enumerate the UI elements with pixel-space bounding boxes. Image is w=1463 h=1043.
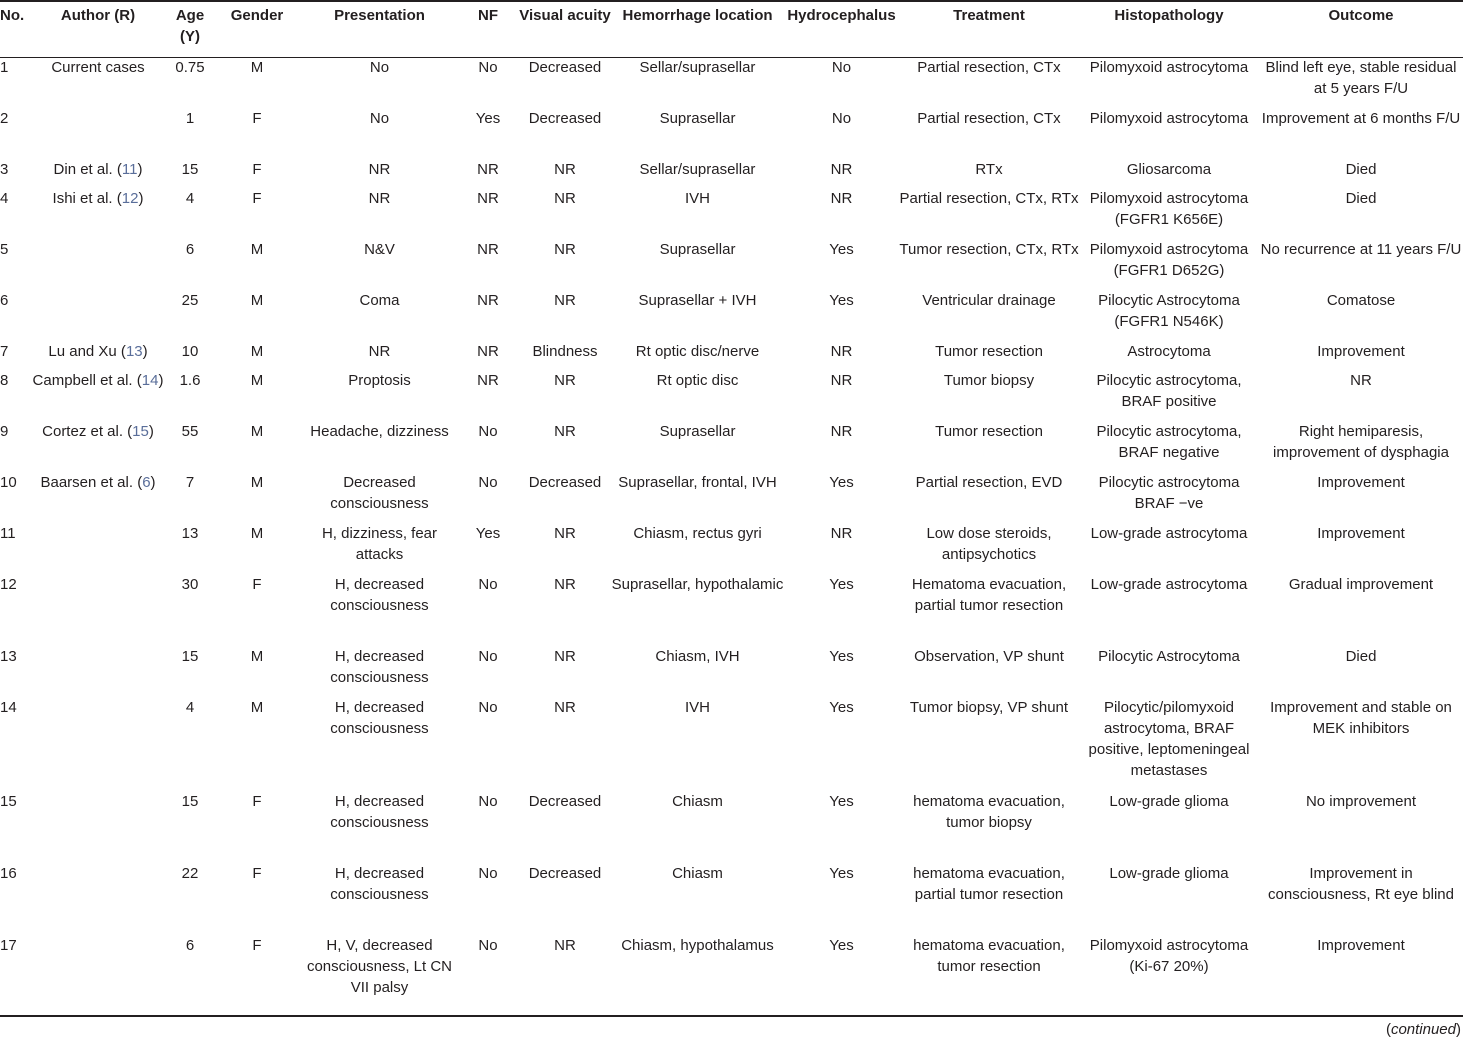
cell-treatment: Tumor resection (935, 423, 1043, 440)
cell-visual: Blindness (532, 343, 598, 360)
cell-gender: M (250, 699, 264, 716)
column-header: Treatment (953, 7, 1025, 24)
cell-nf: NR (477, 161, 499, 178)
cell-histo: Pilocytic Astrocytoma (1098, 648, 1240, 665)
table-row (0, 341, 1463, 370)
column-header: Hydrocephalus (787, 7, 896, 24)
cell-nf: No (478, 793, 498, 810)
cell-visual: NR (554, 372, 576, 389)
cell-gender: F (252, 865, 262, 882)
cell-gender: M (250, 59, 264, 76)
cell-presentation: Proptosis (348, 372, 411, 389)
cell-hemorrhage: Suprasellar, hypothalamic (611, 576, 784, 593)
reference-link[interactable]: 11 (121, 161, 138, 178)
cell-hemorrhage: Chiasm, hypothalamus (621, 937, 774, 954)
cell-no: 17 (0, 937, 17, 954)
cell-author: Baarsen et al. (6) (40, 474, 156, 491)
cell-age: 55 (181, 423, 199, 440)
cell-hydro: NR (830, 190, 853, 207)
cell-nf: No (478, 474, 498, 491)
author-name: Cortez et al. ( (42, 423, 133, 440)
cell-age: 0.75 (175, 59, 205, 76)
cell-visual: NR (554, 699, 576, 716)
table-row (0, 108, 1463, 159)
cell-age: 4 (185, 699, 195, 716)
cell-author (28, 574, 168, 646)
cell-outcome: Improvement (1317, 343, 1405, 360)
cell-nf: Yes (475, 110, 501, 127)
column-header: No. (0, 7, 25, 24)
cell-no: 6 (0, 292, 9, 309)
cell-age: 15 (181, 793, 199, 810)
cell-gender: M (250, 292, 264, 309)
cell-outcome: Died (1345, 648, 1377, 665)
cell-outcome: Blind left eye, stable residual at 5 years F/U (1265, 59, 1457, 97)
cell-histo: Pilocytic astrocytoma, BRAF positive (1096, 372, 1242, 410)
cell-treatment: Observation, VP shunt (914, 648, 1064, 665)
cell-gender: F (252, 161, 262, 178)
cell-hydro: Yes (829, 937, 854, 954)
table-row (0, 188, 1463, 239)
cell-gender: M (250, 241, 264, 258)
cell-treatment: Tumor biopsy, VP shunt (909, 699, 1069, 716)
cell-presentation: H, V, decreased consciousness, Lt CN VII palsy (306, 937, 453, 996)
cell-presentation: No (369, 59, 390, 76)
column-header: Presentation (334, 7, 425, 24)
table-row (0, 370, 1463, 421)
cell-no: 1 (0, 59, 9, 76)
cell-hydro: Yes (829, 576, 854, 593)
cell-gender: M (250, 474, 264, 491)
cell-no: 12 (0, 576, 17, 593)
cell-nf: No (478, 865, 498, 882)
cell-visual: Decreased (528, 110, 602, 127)
table-row (0, 523, 1463, 574)
cell-presentation: H, decreased consciousness (330, 793, 429, 831)
cell-histo: Low-grade astrocytoma (1090, 525, 1248, 542)
cell-outcome: Improvement and stable on MEK inhibitors (1270, 699, 1452, 737)
cell-outcome: Right hemiparesis, improvement of dysphagia (1273, 423, 1449, 461)
cell-treatment: Partial resection, CTx (917, 110, 1061, 127)
cell-histo: Low-grade glioma (1109, 793, 1229, 810)
cell-outcome: No recurrence at 11 years F/U (1260, 241, 1462, 258)
cell-presentation: H, dizziness, fear attacks (321, 525, 438, 563)
cell-age: 6 (185, 241, 195, 258)
table-row (0, 159, 1463, 188)
column-header: Histopathology (1114, 7, 1224, 24)
cell-visual: NR (554, 576, 576, 593)
continued-text: continued (1390, 1021, 1456, 1038)
cell-presentation: No (369, 110, 390, 127)
cell-histo: Low-grade astrocytoma (1090, 576, 1248, 593)
cell-hemorrhage: Chiasm (672, 793, 723, 810)
case-table (0, 5, 1463, 1007)
reference-link[interactable]: 14 (141, 372, 159, 389)
cell-visual: Decreased (528, 474, 602, 491)
cell-hemorrhage: Suprasellar + IVH (638, 292, 757, 309)
cell-gender: M (250, 372, 264, 389)
cell-gender: F (252, 576, 262, 593)
cell-age: 10 (181, 343, 199, 360)
author-name: Current cases (51, 59, 145, 76)
cell-visual: Decreased (528, 865, 602, 882)
cell-hydro: Yes (829, 241, 854, 258)
bottom-rule (0, 1015, 1463, 1017)
cell-age: 7 (185, 474, 195, 491)
cell-hemorrhage: Chiasm (672, 865, 723, 882)
cell-visual: NR (554, 292, 576, 309)
cell-nf: NR (477, 292, 499, 309)
table-row (0, 421, 1463, 472)
cell-hemorrhage: Suprasellar (659, 110, 736, 127)
cell-gender: F (252, 793, 262, 810)
table-row (0, 646, 1463, 697)
cell-hydro: NR (830, 161, 853, 178)
cell-treatment: Partial resection, CTx, RTx (899, 190, 1079, 207)
cell-treatment: RTx (975, 161, 1003, 178)
table-row (0, 472, 1463, 523)
cell-no: 11 (0, 525, 16, 542)
cell-author (28, 239, 168, 290)
cell-visual: NR (554, 190, 576, 207)
cell-hemorrhage: Sellar/suprasellar (639, 161, 756, 178)
cell-author (28, 935, 168, 1007)
cell-age: 1 (185, 110, 195, 127)
cell-author (28, 57, 168, 108)
cell-presentation: NR (368, 190, 391, 207)
table-row (0, 574, 1463, 646)
cell-treatment: Hematoma evacuation, partial tumor resection (911, 576, 1067, 614)
cell-no: 13 (0, 648, 17, 665)
cell-nf: NR (477, 190, 499, 207)
cell-nf: NR (477, 241, 499, 258)
cell-presentation: Headache, dizziness (310, 423, 449, 440)
cell-histo: Low-grade glioma (1109, 865, 1229, 882)
cell-visual: NR (554, 937, 576, 954)
cell-hydro: Yes (829, 474, 854, 491)
cell-outcome: Improvement (1317, 525, 1405, 542)
cell-nf: Yes (475, 525, 501, 542)
cell-histo: Pilomyxoid astrocytoma (1089, 59, 1249, 76)
cell-nf: NR (477, 343, 499, 360)
cell-gender: F (252, 937, 262, 954)
cell-treatment: Low dose steroids, antipsychotics (926, 525, 1052, 563)
cell-age: 6 (185, 937, 195, 954)
cell-hydro: Yes (829, 699, 854, 716)
cell-visual: NR (554, 161, 576, 178)
cell-age: 22 (181, 865, 199, 882)
cell-nf: No (478, 937, 498, 954)
reference-link[interactable]: 15 (132, 423, 149, 440)
header-row (0, 5, 1463, 57)
cell-author (28, 646, 168, 697)
cell-author: Cortez et al. (15) (42, 423, 154, 440)
cell-hemorrhage: Suprasellar, frontal, IVH (618, 474, 777, 491)
table-row (0, 863, 1463, 935)
table-row (0, 935, 1463, 1007)
reference-link[interactable]: 6 (142, 474, 151, 491)
table-row (0, 239, 1463, 290)
cell-gender: M (250, 423, 264, 440)
cell-hydro: NR (830, 423, 853, 440)
author-name: Lu and Xu ( (48, 343, 126, 360)
cell-author (28, 863, 168, 935)
cell-hydro: NR (830, 343, 853, 360)
column-header: Age (Y) (175, 7, 205, 45)
cell-outcome: Died (1345, 190, 1377, 207)
cell-no: 10 (0, 474, 17, 491)
cell-age: 15 (181, 161, 199, 178)
cell-treatment: Tumor biopsy (943, 372, 1035, 389)
cell-visual: NR (554, 648, 576, 665)
cell-hemorrhage: Sellar/suprasellar (639, 59, 756, 76)
cell-histo: Pilomyxoid astrocytoma (1089, 110, 1249, 127)
table-row (0, 697, 1463, 791)
cell-gender: M (250, 343, 264, 360)
cell-histo: Astrocytoma (1127, 343, 1211, 360)
cell-treatment: Tumor resection (935, 343, 1043, 360)
cell-author (28, 791, 168, 863)
cell-author (28, 108, 168, 159)
cell-hydro: NR (830, 525, 853, 542)
cell-hemorrhage: IVH (684, 699, 710, 716)
column-header: Visual acuity (519, 7, 611, 24)
column-header: Outcome (1328, 7, 1394, 24)
cell-author (28, 290, 168, 341)
cell-hydro: Yes (829, 865, 854, 882)
cell-hemorrhage: Suprasellar (659, 423, 736, 440)
author-name: Din et al. ( (53, 161, 122, 178)
cell-hydro: NR (830, 372, 853, 389)
cell-no: 5 (0, 241, 9, 258)
cell-nf: No (478, 423, 498, 440)
cell-histo: Pilocytic astrocytoma BRAF −ve (1098, 474, 1240, 512)
cell-hydro: No (831, 110, 852, 127)
cell-histo: Pilocytic astrocytoma, BRAF negative (1096, 423, 1242, 461)
cell-hemorrhage: Rt optic disc (656, 372, 739, 389)
cell-treatment: Tumor resection, CTx, RTx (899, 241, 1079, 258)
cell-outcome: Improvement at 6 months F/U (1261, 110, 1461, 127)
top-rule (0, 0, 1463, 2)
cell-presentation: H, decreased consciousness (330, 865, 429, 903)
continued-note: (continued) (1385, 1021, 1461, 1038)
cell-age: 15 (181, 648, 199, 665)
cell-author: Campbell et al. (14) (32, 372, 164, 389)
cell-no: 14 (0, 699, 17, 716)
cell-hydro: Yes (829, 793, 854, 810)
cell-outcome: Improvement (1317, 474, 1405, 491)
cell-presentation: NR (368, 161, 391, 178)
cell-histo: Pilocytic/pilomyxoid astrocytoma, BRAF positive, leptomeningeal metastases (1088, 699, 1250, 779)
cell-age: 25 (181, 292, 199, 309)
cell-age: 4 (185, 190, 195, 207)
cell-gender: M (250, 525, 264, 542)
cell-gender: F (252, 110, 262, 127)
cell-histo: Pilomyxoid astrocytoma (FGFR1 D652G) (1089, 241, 1249, 279)
cell-author: Din et al. (11) (53, 161, 143, 178)
cell-outcome: Gradual improvement (1288, 576, 1434, 593)
cell-no: 4 (0, 190, 9, 207)
cell-age: 30 (181, 576, 199, 593)
cell-hydro: No (831, 59, 852, 76)
cell-treatment: hematoma evacuation, partial tumor resection (913, 865, 1065, 903)
cell-nf: No (478, 59, 498, 76)
cell-presentation: Coma (359, 292, 400, 309)
table-row (0, 290, 1463, 341)
cell-presentation: H, decreased consciousness (330, 576, 429, 614)
table-body (0, 57, 1463, 1007)
cell-histo: Pilomyxoid astrocytoma (FGFR1 K656E) (1089, 190, 1249, 228)
cell-outcome: Improvement (1317, 937, 1405, 954)
cell-presentation: H, decreased consciousness (330, 648, 429, 686)
cell-presentation: NR (368, 343, 391, 360)
cell-author (28, 523, 168, 574)
cell-outcome: NR (1350, 372, 1372, 389)
cell-nf: NR (477, 372, 499, 389)
cell-no: 3 (0, 161, 9, 178)
cell-no: 15 (0, 793, 17, 810)
cell-histo: Pilocytic Astrocytoma (FGFR1 N546K) (1098, 292, 1240, 330)
cell-outcome: No improvement (1305, 793, 1417, 810)
column-header: Hemorrhage location (622, 7, 773, 24)
cell-outcome: Improvement in consciousness, Rt eye blind (1268, 865, 1454, 903)
cell-gender: F (252, 190, 262, 207)
cell-treatment: Ventricular drainage (922, 292, 1056, 309)
cell-no: 8 (0, 372, 9, 389)
cell-hemorrhage: Rt optic disc/nerve (635, 343, 760, 360)
column-header: NF (478, 7, 498, 24)
cell-visual: Decreased (528, 793, 602, 810)
cell-gender: M (250, 648, 264, 665)
cell-presentation: H, decreased consciousness (330, 699, 429, 737)
cell-nf: No (478, 648, 498, 665)
cell-nf: No (478, 576, 498, 593)
cell-histo: Gliosarcoma (1126, 161, 1212, 178)
cell-hemorrhage: Chiasm, rectus gyri (633, 525, 762, 542)
column-header: Gender (230, 7, 284, 24)
column-header: Author (R) (60, 7, 136, 24)
cell-author: Lu and Xu (13) (48, 343, 148, 360)
cell-hemorrhage: Chiasm, IVH (655, 648, 740, 665)
cell-visual: NR (554, 241, 576, 258)
cell-outcome: Comatose (1326, 292, 1396, 309)
cell-hydro: Yes (829, 292, 854, 309)
cell-treatment: Partial resection, EVD (915, 474, 1063, 491)
cell-author: Ishi et al. (12) (52, 190, 144, 207)
cell-presentation: N&V (364, 241, 395, 258)
cell-no: 7 (0, 343, 9, 360)
reference-link[interactable]: 13 (125, 343, 143, 360)
cell-author (28, 697, 168, 791)
cell-nf: No (478, 699, 498, 716)
cell-no: 9 (0, 423, 9, 440)
cell-visual: NR (554, 423, 576, 440)
cell-no: 2 (0, 110, 9, 127)
cell-treatment: hematoma evacuation, tumor biopsy (913, 793, 1065, 831)
cell-outcome: Died (1345, 161, 1377, 178)
table-row (0, 57, 1463, 108)
cell-visual: NR (554, 525, 576, 542)
cell-visual: Decreased (528, 59, 602, 76)
cell-treatment: hematoma evacuation, tumor resection (913, 937, 1065, 975)
cell-presentation: Decreased consciousness (330, 474, 429, 512)
cell-age: 1.6 (179, 372, 201, 389)
cell-age: 13 (181, 525, 199, 542)
cell-no: 16 (0, 865, 17, 882)
reference-link[interactable]: 12 (121, 190, 139, 207)
author-name: Campbell et al. ( (32, 372, 142, 389)
author-name: Ishi et al. ( (52, 190, 122, 207)
cell-hemorrhage: Suprasellar (659, 241, 736, 258)
cell-histo: Pilomyxoid astrocytoma (Ki-67 20%) (1089, 937, 1249, 975)
table-row (0, 791, 1463, 863)
cell-hemorrhage: IVH (684, 190, 710, 207)
cell-treatment: Partial resection, CTx (917, 59, 1061, 76)
author-name: Baarsen et al. ( (40, 474, 143, 491)
cell-hydro: Yes (829, 648, 854, 665)
